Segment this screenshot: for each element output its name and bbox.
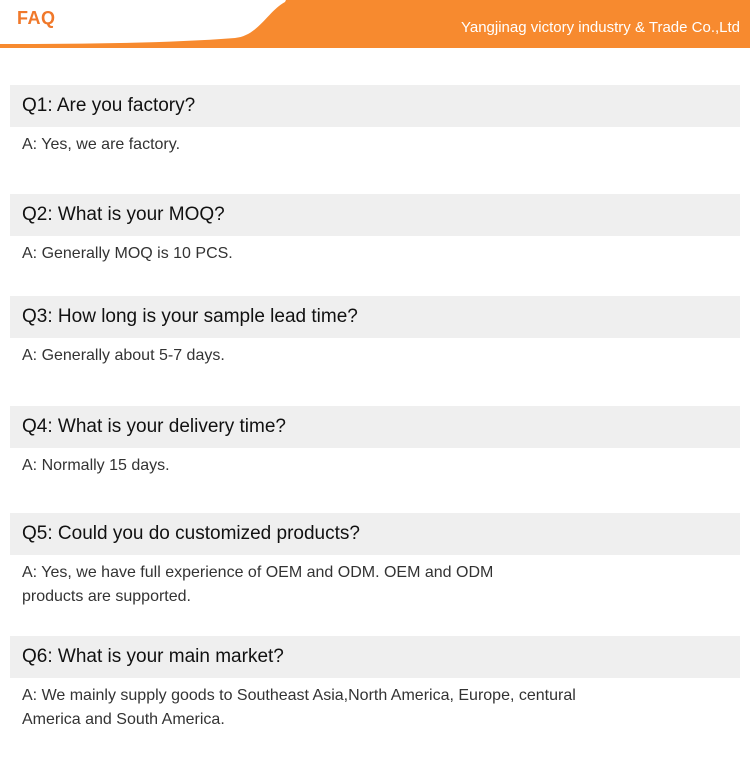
header-banner bbox=[0, 0, 750, 50]
faq-answer: A: Yes, we are factory. bbox=[22, 136, 181, 153]
faq-question: Q4: What is your delivery time? bbox=[10, 406, 740, 448]
faq-question: Q6: What is your main market? bbox=[10, 636, 740, 678]
company-name: Yangjinag victory industry & Trade Co.,Ltd bbox=[460, 19, 740, 36]
faq-item bbox=[10, 513, 740, 609]
answer-line: products are supported. bbox=[22, 588, 191, 605]
page-title: FAQ bbox=[17, 8, 56, 28]
faq-answer bbox=[10, 561, 740, 609]
faq-answer: A: Normally 15 days. bbox=[22, 457, 170, 474]
faq-question: Q1: Are you factory? bbox=[10, 85, 740, 127]
faq-answer: A: Generally MOQ is 10 PCS. bbox=[22, 245, 233, 262]
faq-item bbox=[10, 636, 740, 732]
faq-item bbox=[10, 406, 740, 478]
faq-item bbox=[10, 85, 740, 157]
faq-item bbox=[10, 296, 740, 368]
faq-question: Q2: What is your MOQ? bbox=[10, 194, 740, 236]
faq-answer bbox=[10, 684, 740, 732]
faq-item bbox=[10, 194, 740, 266]
answer-line: A: We mainly supply goods to Southeast Asia,North America, Europe, centural bbox=[22, 687, 576, 704]
faq-question: Q5: Could you do customized products? bbox=[10, 513, 740, 555]
answer-line: A: Yes, we have full experience of OEM and ODM. OEM and ODM bbox=[22, 564, 494, 581]
faq-question: Q3: How long is your sample lead time? bbox=[10, 296, 740, 338]
answer-line: America and South America. bbox=[22, 711, 225, 728]
faq-answer: A: Generally about 5-7 days. bbox=[22, 347, 225, 364]
